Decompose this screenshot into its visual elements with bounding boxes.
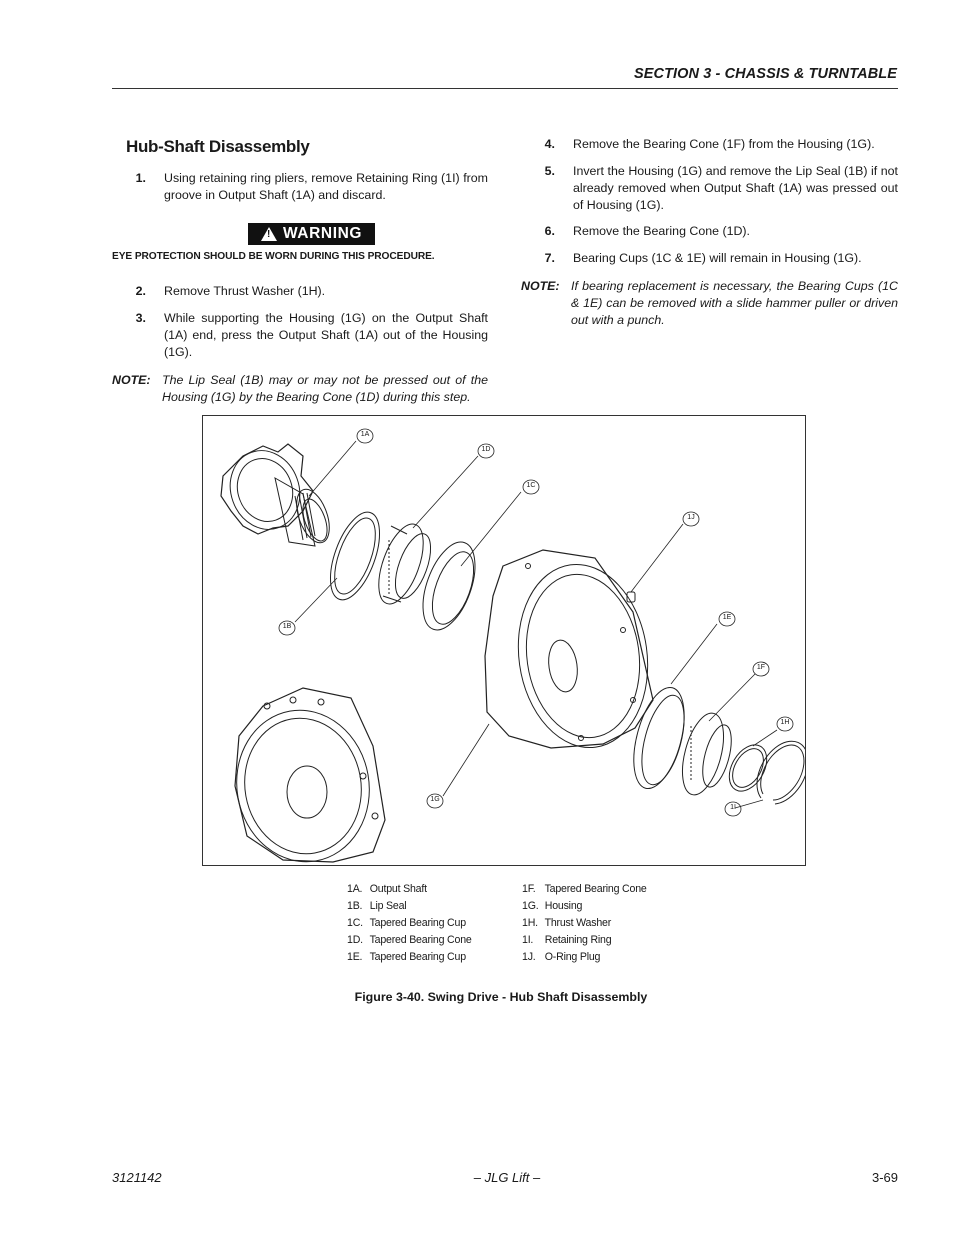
step-1 (126, 170, 488, 204)
callout-1i: 1I (730, 804, 736, 811)
note-right (521, 278, 898, 329)
step-number: 1. (135, 171, 146, 185)
step-text: Invert the Housing (1G) and remove the Lip Seal (1B) if not already removed when Output Shaft (1A) was pressed out of Housing (1G). (573, 164, 898, 212)
step-text: Remove the Bearing Cone (1F) from the Housing (1G). (573, 137, 875, 151)
output-shaft-gear-drawing (219, 441, 335, 547)
legend-code: 1H. (522, 917, 538, 929)
callout-1c: 1C (526, 482, 536, 489)
legend-item (522, 881, 647, 898)
step-number: 2. (135, 284, 146, 298)
step-4 (535, 136, 898, 153)
callout-1b: 1B (282, 623, 292, 630)
legend-name: Thrust Washer (544, 917, 612, 929)
legend-code: 1E. (347, 951, 363, 963)
callout-1j: 1J (687, 514, 695, 521)
note-text: The Lip Seal (1B) may or may not be pressed out of the Housing (1G) by the Bearing Cone (1D) during this step. (162, 373, 488, 404)
step-text: While supporting the Housing (1G) on the Output Shaft (1A) end, press the Output Shaft (1A) out of the Housing (1G). (164, 311, 488, 359)
step-text: Bearing Cups (1C & 1E) will remain in Housing (1G). (573, 251, 862, 265)
footer-page-number: 3-69 (871, 1170, 898, 1185)
note-label: NOTE: (521, 279, 560, 293)
step-7 (535, 250, 898, 267)
step-text: Using retaining ring pliers, remove Retaining Ring (1I) from groove in Output Shaft (1A) and discard. (164, 171, 488, 202)
legend-code: 1C. (347, 917, 363, 929)
housing-drawing (485, 550, 659, 756)
step-6 (535, 223, 898, 240)
callout-1f: 1F (756, 664, 766, 671)
legend-code: 1F. (522, 883, 536, 895)
step-5 (535, 163, 898, 214)
housing-assembly-drawing (225, 688, 385, 865)
legend-code: 1J. (522, 951, 536, 963)
legend-code: 1I. (522, 934, 534, 946)
step-number: 5. (544, 164, 555, 178)
legend-item (522, 949, 647, 966)
step-number: 3. (135, 311, 146, 325)
legend-item (522, 932, 647, 949)
warning-triangle-icon: ! (261, 227, 277, 241)
callout-1d: 1D (481, 446, 491, 453)
note-label: NOTE: (112, 373, 151, 387)
legend-name: O-Ring Plug (544, 951, 601, 963)
footer-center: – JLG Lift – (473, 1170, 541, 1185)
legend-item (347, 932, 472, 949)
section-header: SECTION 3 - CHASSIS & TURNTABLE (633, 66, 897, 82)
legend-item (347, 881, 472, 898)
legend-name: Tapered Bearing Cone (544, 883, 647, 895)
figure-caption: Figure 3-40. Swing Drive - Hub Shaft Disassembly (354, 990, 648, 1004)
step-number: 7. (544, 251, 555, 265)
legend-item (347, 915, 472, 932)
legend-code: 1B. (347, 900, 363, 912)
legend-name: Retaining Ring (544, 934, 612, 946)
step-number: 4. (544, 137, 555, 151)
legend-name: Tapered Bearing Cup (369, 951, 466, 963)
legend-item (347, 898, 472, 915)
legend-name: Lip Seal (369, 900, 407, 912)
legend-right (522, 881, 647, 966)
legend-name: Housing (544, 900, 583, 912)
callout-1g: 1G (430, 796, 440, 803)
legend-item (522, 898, 647, 915)
step-number: 6. (544, 224, 555, 238)
legend-code: 1A. (347, 883, 363, 895)
step-text: Remove the Bearing Cone (1D). (573, 224, 750, 238)
callout-1e: 1E (722, 614, 732, 621)
warning-banner (248, 223, 375, 245)
legend-code: 1G. (522, 900, 539, 912)
warning-text: EYE PROTECTION SHOULD BE WORN DURING THIS PROCEDURE. (112, 251, 435, 262)
legend-name: Tapered Bearing Cone (369, 934, 472, 946)
legend-code: 1D. (347, 934, 363, 946)
leader-lines (295, 441, 777, 808)
legend-item (522, 915, 647, 932)
thrust-washer-drawing (722, 738, 775, 797)
step-2 (126, 283, 488, 300)
step-3 (126, 310, 488, 361)
legend-left (347, 881, 472, 966)
legend-name: Output Shaft (369, 883, 427, 895)
legend-name: Tapered Bearing Cup (369, 917, 466, 929)
exploded-view-figure (202, 415, 806, 866)
step-text: Remove Thrust Washer (1H). (164, 284, 326, 298)
note-text: If bearing replacement is necessary, the Bearing Cups (1C & 1E) can be removed with a slide hammer puller or driven out with a punch. (571, 279, 898, 327)
callout-1a: 1A (360, 431, 370, 438)
footer-doc-number: 3121142 (112, 1170, 162, 1185)
header-rule (112, 88, 898, 89)
note-left (112, 372, 488, 406)
warning-label: WARNING (282, 225, 363, 242)
page-heading: Hub-Shaft Disassembly (126, 137, 310, 156)
legend-item (347, 949, 472, 966)
callout-1h: 1H (780, 719, 790, 726)
bearing-cup-1c-drawing (413, 535, 486, 637)
